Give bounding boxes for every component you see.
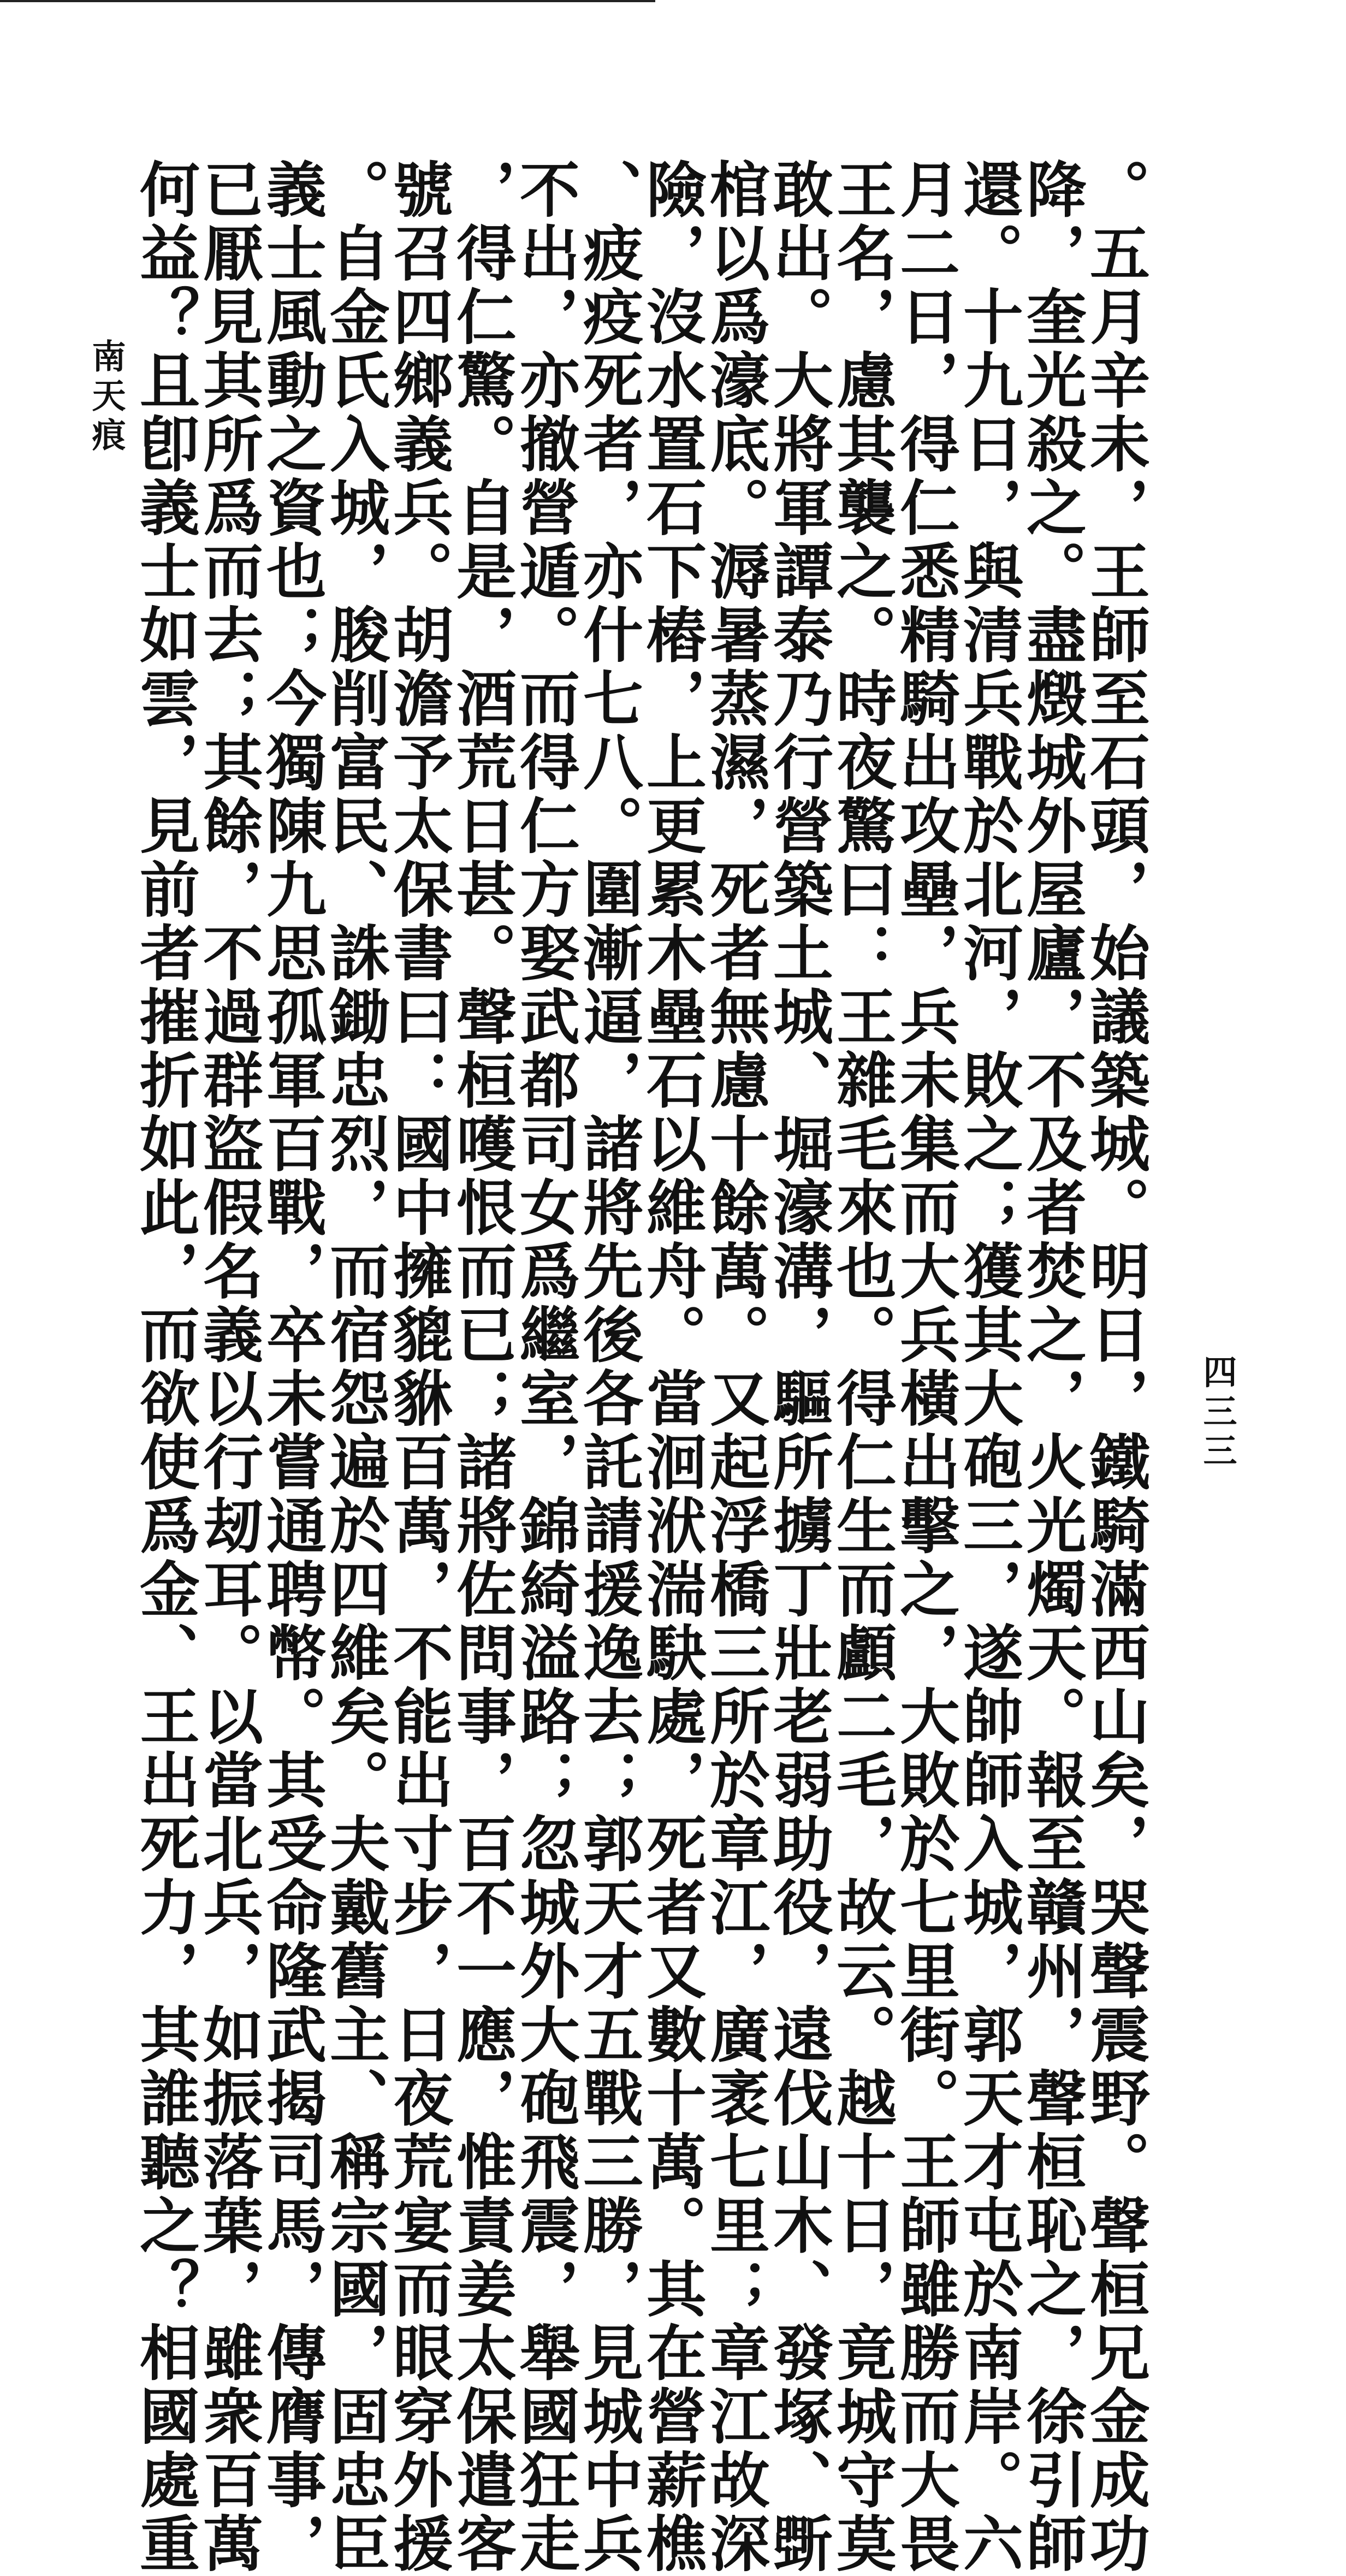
text-column: 。五月辛未，王師至石頭，始議築城。明日，鐵騎滿西山矣，哭聲震野。聲桓兄金成功 xyxy=(1080,158,1151,2576)
text-column: ，得仁驚。自是，酒荒日甚。聲桓嚄恨而已；諸將佐問事，百不一應，惟責姜太保遣客 xyxy=(447,158,517,2576)
text-column: 險，沒水置石下樁，上更累木壘石以維舟。當洄洑湍駃處，死者又數十萬。其在營薪樵 xyxy=(637,158,707,2576)
top-edge-rule xyxy=(0,0,655,2)
text-column: 月二日，得仁悉精騎出攻壘，兵未集而大兵橫出擊之，大敗於七里街。王師雖勝而大畏 xyxy=(890,158,960,2576)
text-column: 義士風動之資也；今獨陳九思孤軍百戰，卒未嘗通聘幣。其受命隆武揭司馬，傳膺事， xyxy=(257,158,327,2576)
running-title: 南天痕 xyxy=(86,339,126,457)
text-column: 王名，慮其襲之。時夜驚曰：王雜毛來也。得仁生而顱二毛，故云。越十日，竟城守莫 xyxy=(827,158,897,2576)
text-column: 不出，亦撤營遁。而得仁方娶武都司女爲繼室，錦綺溢路；忽城外大砲飛震，舉國狂走 xyxy=(510,158,580,2576)
text-column: 。自金氏入城，朘削富民、誅鋤忠烈，而宿怨遍於四維矣。夫戴舊主、稱宗國，固忠臣 xyxy=(320,158,390,2576)
text-column: 、疲疫死者，亦什七八。圍漸逼，諸將先後各託請援逸去；郭天才五戰三勝，見城中兵 xyxy=(573,158,644,2576)
text-column: 降，奎光殺之。盡燬城外屋廬，不及者焚之，火光燭天。報至贛州，聲桓恥之，徐引師 xyxy=(1017,158,1087,2576)
text-column: 號召四鄉義兵。胡澹予太保書曰：國中擁貔貅百萬，不能出寸步，日夜荒宴而眼穿外援 xyxy=(383,158,454,2576)
page-number: 四三三 xyxy=(1197,1354,1237,1472)
text-column: 還。十九日，與清兵戰於北河，敗之；獲其大砲三，遂帥師入城，郭天才屯於南岸。六 xyxy=(953,158,1024,2576)
text-column: 棺以爲濠底。溽暑蒸濕，死者無慮十餘萬。又起浮橋三所於章江，廣袤七里；章江故深 xyxy=(700,158,770,2576)
text-column: 已厭見其所爲而去；其餘，不過群盜假名義以行刼耳。以當北兵，如振落葉，雖衆百萬 xyxy=(193,158,264,2576)
body-text xyxy=(130,158,1151,2576)
text-column: 敢出。大將軍譚泰乃行營築土城、堀濠溝，驅所擄丁壯老弱助役，遠伐山木、發塚、斲 xyxy=(763,158,834,2576)
text-column: 何益？且卽義士如雲，見前者摧折如此，而欲使爲金、王出死力，其誰聽之？相國處重 xyxy=(130,158,200,2576)
